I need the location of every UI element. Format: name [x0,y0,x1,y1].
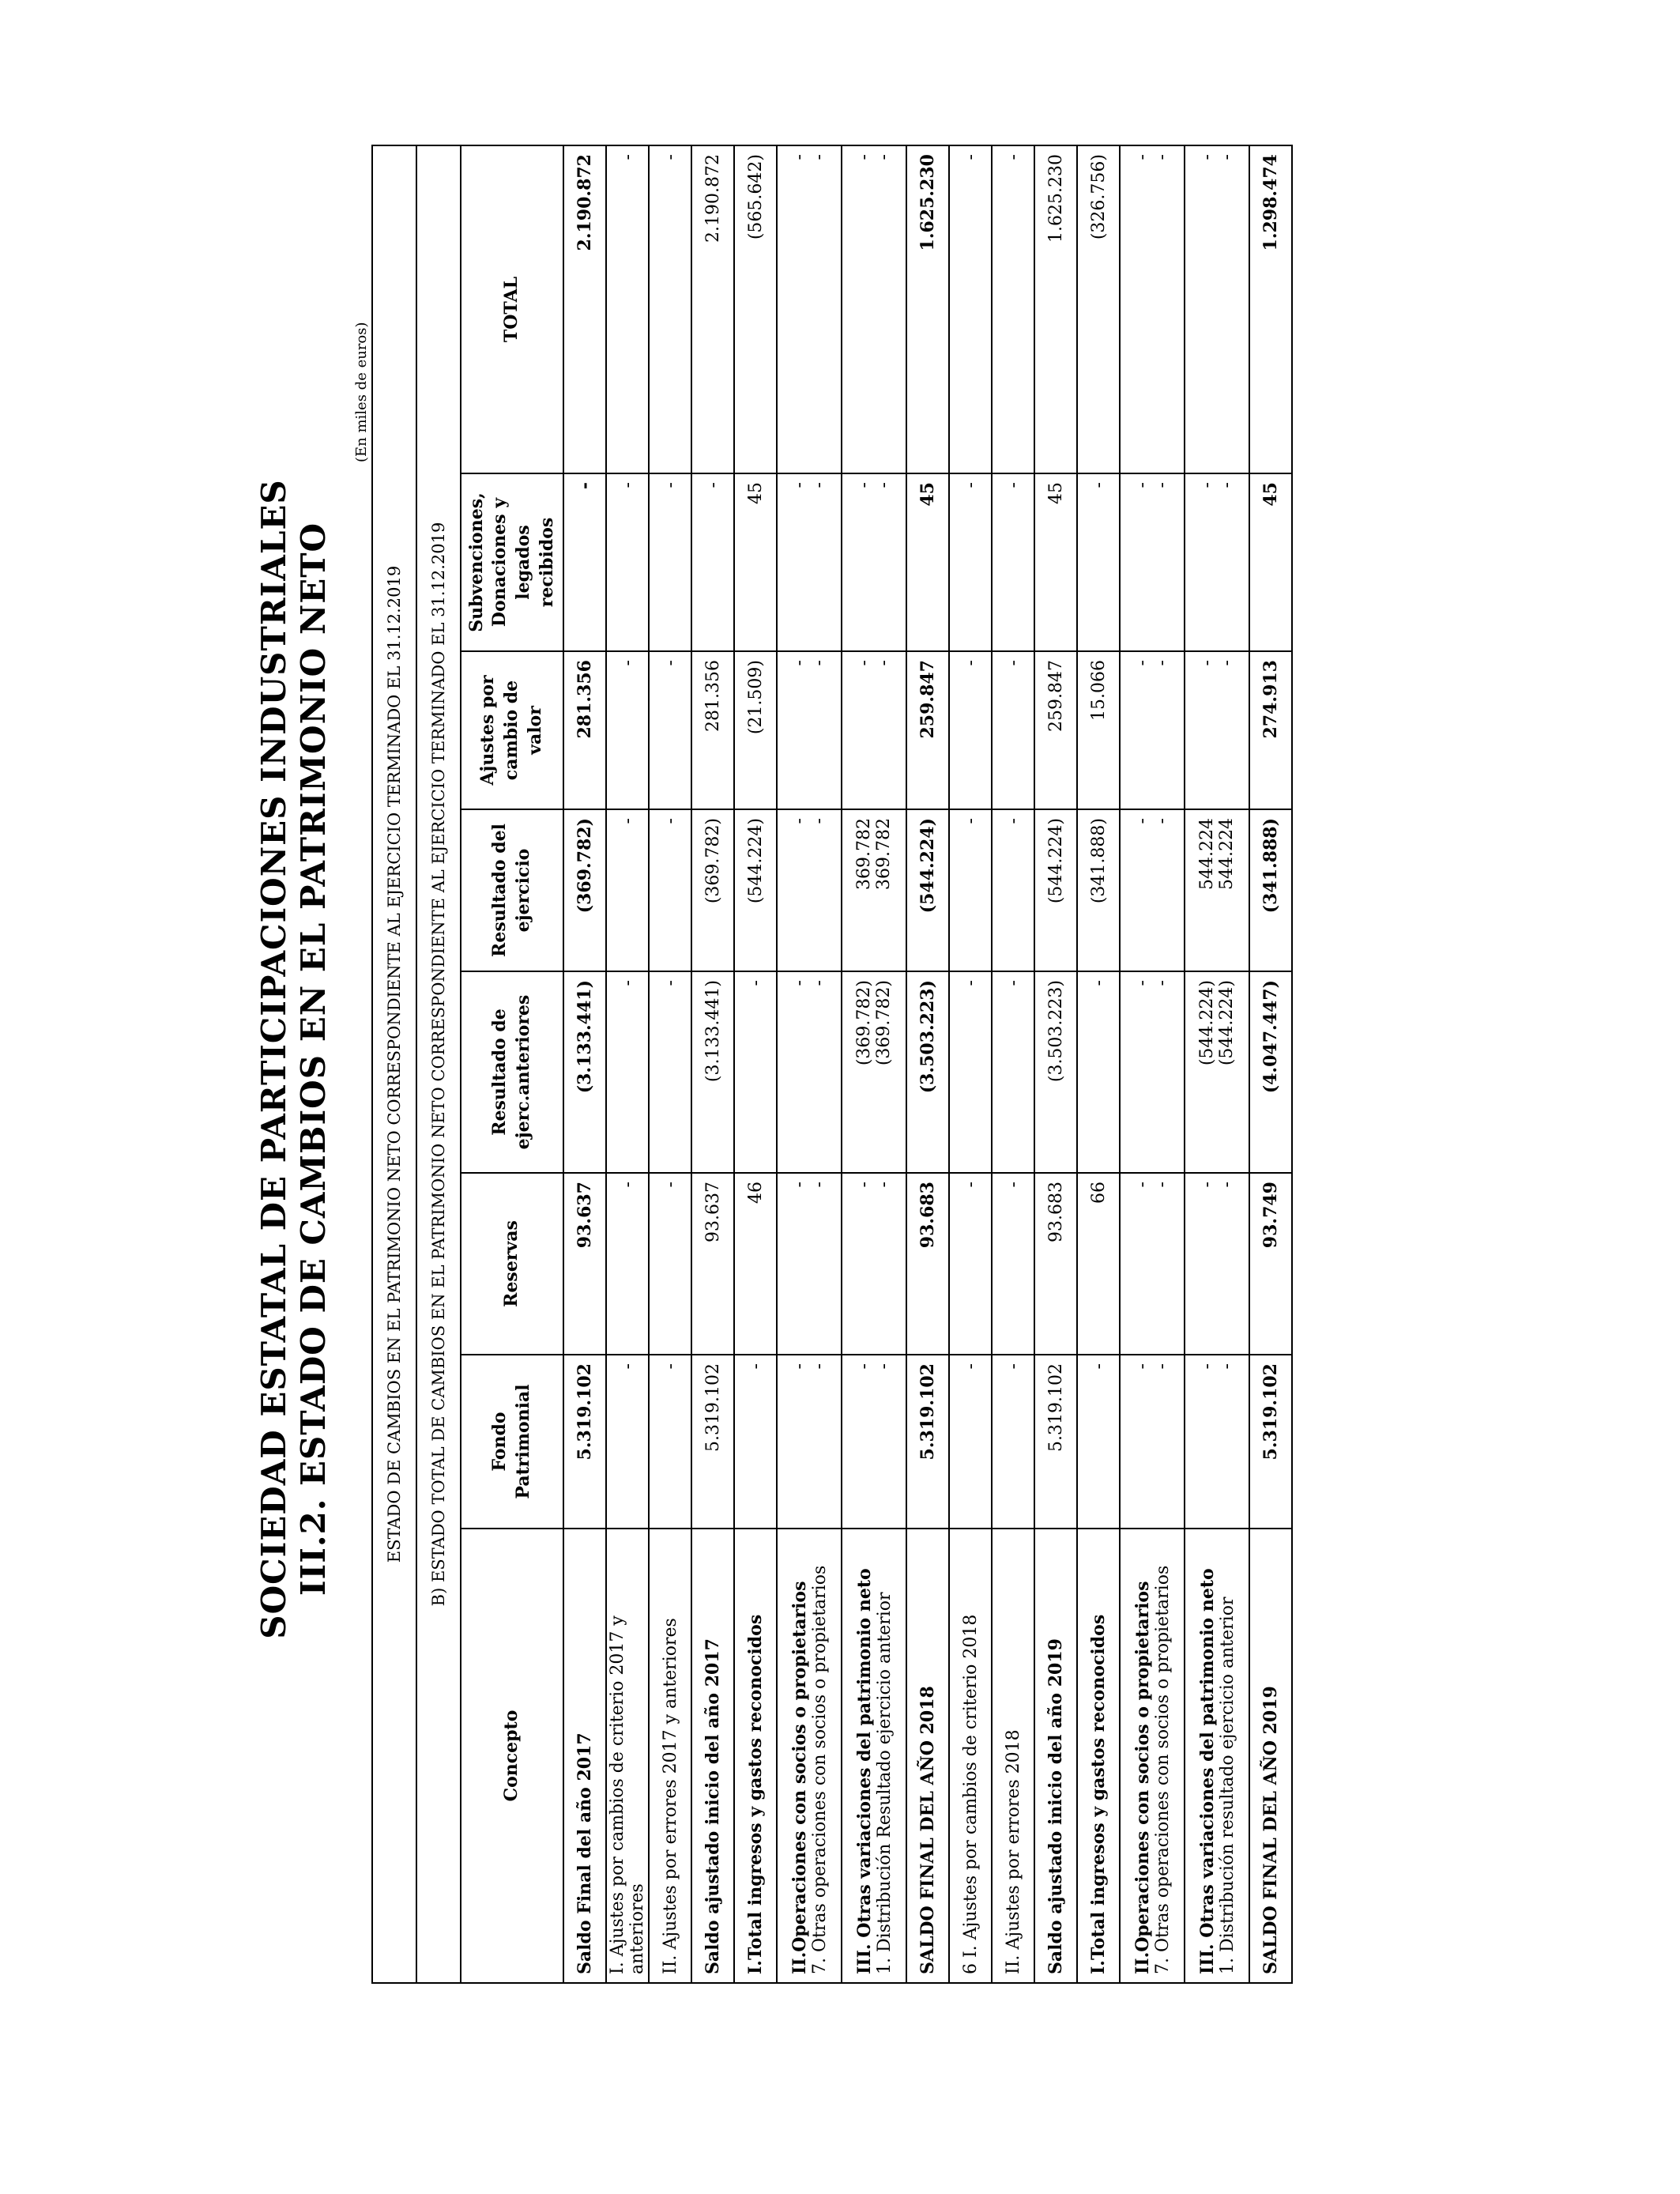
cell-res-ej: (341.888) [1077,809,1120,971]
cell-ajustes: 259.847 [906,651,949,809]
cell-res-ant-sub: - [809,980,829,986]
row-label: II.Operaciones con socios o propietarios [1132,1581,1153,1974]
table-subtitle-1: ESTADO DE CAMBIOS EN EL PATRIMONIO NETO CORRESPONDIENTE AL EJERCICIO TERMINADO EL 31.12.2019 [372,145,416,1983]
row-label: Saldo Final del año 2017 [563,1529,606,1983]
row-label: Saldo ajustado inicio del año 2019 [1034,1529,1077,1983]
cell-total: - [1197,154,1217,160]
cell-fondo: 5.319.102 [1249,1355,1292,1529]
cell-res-ant: (3.503.223) [1034,971,1077,1173]
row-label: II.Operaciones con socios o propietarios [789,1581,810,1974]
cell-res-ej: - [1132,818,1152,824]
cell-subv: - [949,473,992,651]
cell-res-ej: - [789,818,809,824]
cell-reservas: - [1197,1182,1217,1188]
table-row [1249,145,1292,1983]
cell-reservas: 93.637 [563,1173,606,1355]
cell-res-ant: - [649,971,691,1173]
cell-fondo: - [1077,1355,1120,1529]
cell-res-ant: (4.047.447) [1249,971,1292,1173]
cell-fondo: 5.319.102 [1034,1355,1077,1529]
cell-subv: 45 [1034,473,1077,651]
cell-res-ej-sub: 544.224 [1217,818,1237,890]
cell-res-ant-sub: - [1152,980,1172,986]
cell-res-ej: 544.224 [1197,818,1217,890]
table-row [1077,145,1120,1983]
cell-res-ant: - [949,971,992,1173]
cell-res-ej: (544.224) [734,809,777,971]
cell-subv: 45 [734,473,777,651]
cell-fondo: 5.319.102 [906,1355,949,1529]
cell-subv: - [563,473,606,651]
cell-res-ant: (3.133.441) [691,971,734,1173]
cell-fondo: - [1197,1363,1217,1370]
cell-reservas: 66 [1077,1173,1120,1355]
cell-reservas: - [854,1182,874,1188]
cell-res-ej: (341.888) [1249,809,1292,971]
cell-fondo-sub: - [1217,1363,1237,1370]
table-row [606,145,649,1983]
cell-ajustes: 259.847 [1034,651,1077,809]
cell-total: - [1132,154,1152,160]
cell-res-ant: - [734,971,777,1173]
cell-total: 1.625.230 [906,145,949,473]
cell-fondo: - [734,1355,777,1529]
row-sublabel: 7. Otras operaciones con socios o propietarios [809,1565,830,1974]
col-subvenciones: Subvenciones, Donaciones y legados recibidos [461,473,563,651]
col-fondo: Fondo Patrimonial [461,1355,563,1529]
cell-res-ant: (3.503.223) [906,971,949,1173]
units-note: (En miles de euros) [353,322,370,462]
row-sublabel: 1. Distribución resultado ejercicio anterior [1217,1596,1237,1974]
cell-subv: - [854,482,874,488]
cell-total: (565.642) [734,145,777,473]
cell-subv-sub: - [809,482,829,488]
cell-res-ant-sub: (544.224) [1217,980,1237,1066]
cell-res-ej: - [649,809,691,971]
row-label: SALDO FINAL DEL AÑO 2019 [1249,1529,1292,1983]
cell-ajustes: - [789,660,809,666]
cell-ajustes: 281.356 [691,651,734,809]
cell-total: - [949,145,992,473]
cell-fondo: - [789,1363,809,1370]
column-header-row [461,145,563,1983]
cell-reservas: - [992,1173,1034,1355]
cell-res-ej-sub: 369.782 [874,818,894,890]
cell-total-sub: - [1217,154,1237,160]
rotated-page [245,134,1414,1984]
cell-total: 2.190.872 [563,145,606,473]
cell-reservas: - [606,1173,649,1355]
cell-fondo: - [854,1363,874,1370]
cell-ajustes: - [854,660,874,666]
cell-res-ej: (544.224) [1034,809,1077,971]
cell-fondo: - [992,1355,1034,1529]
cell-ajustes: (21.509) [734,651,777,809]
table-row [649,145,691,1983]
cell-fondo: - [606,1355,649,1529]
cell-res-ej: (369.782) [563,809,606,971]
row-label: SALDO FINAL DEL AÑO 2018 [906,1529,949,1983]
cell-reservas: - [649,1173,691,1355]
col-resultado-ejercicio: Resultado del ejercicio [461,809,563,971]
cell-subv: - [1132,482,1152,488]
cell-subv-sub: - [1152,482,1172,488]
company-title: SOCIEDAD ESTATAL DE PARTICIPACIONES INDUSTRIALES [254,479,293,1639]
cell-ajustes-sub: - [809,660,829,666]
table-row [734,145,777,1983]
cell-fondo: - [649,1355,691,1529]
cell-total-sub: - [1152,154,1172,160]
cell-subv: - [1197,482,1217,488]
col-ajustes: Ajustes por cambio de valor [461,651,563,809]
row-sublabel: 1. Distribución Resultado ejercicio anterior [874,1592,895,1974]
cell-ajustes: 274.913 [1249,651,1292,809]
cell-reservas: - [1132,1182,1152,1188]
cell-ajustes-sub: - [1152,660,1172,666]
cell-total-sub: - [809,154,829,160]
cell-total: - [992,145,1034,473]
cell-reservas-sub: - [809,1182,829,1188]
cell-total: 2.190.872 [691,145,734,473]
cell-fondo: - [1132,1363,1152,1370]
cell-ajustes: - [1132,660,1152,666]
table-row [906,145,949,1983]
statement-title: III.2. ESTADO DE CAMBIOS EN EL PATRIMONIO NETO [294,522,333,1596]
cell-subv: - [992,473,1034,651]
cell-reservas: 93.637 [691,1173,734,1355]
table-subtitle-2: B) ESTADO TOTAL DE CAMBIOS EN EL PATRIMONIO NETO CORRESPONDIENTE AL EJERCICIO TERMINADO EL 31.12.2019 [416,145,461,1983]
cell-ajustes-sub: - [1217,660,1237,666]
cell-reservas-sub: - [874,1182,894,1188]
cell-fondo-sub: - [874,1363,894,1370]
cell-ajustes: - [606,651,649,809]
cell-ajustes: - [1197,660,1217,666]
cell-res-ant: - [992,971,1034,1173]
cell-reservas: - [949,1173,992,1355]
row-label: II. Ajustes por errores 2017 y anteriores [649,1529,691,1983]
row-label: 6 I. Ajustes por cambios de criterio 2018 [949,1529,992,1983]
cell-res-ant: (544.224) [1197,980,1217,1066]
cell-total: - [854,154,874,160]
cell-subv: - [606,473,649,651]
table-row [1185,145,1249,1983]
col-reservas: Reservas [461,1173,563,1355]
cell-res-ej: - [606,809,649,971]
cell-res-ej: (544.224) [906,809,949,971]
cell-total: 1.625.230 [1034,145,1077,473]
row-label: III. Otras variaciones del patrimonio neto [853,1568,875,1974]
cell-reservas: - [789,1182,809,1188]
cell-ajustes: 281.356 [563,651,606,809]
cell-total: 1.298.474 [1249,145,1292,473]
cell-res-ej: - [949,809,992,971]
cell-subv-sub: - [874,482,894,488]
col-total: TOTAL [461,145,563,473]
cell-ajustes-sub: - [874,660,894,666]
row-label: II. Ajustes por errores 2018 [992,1529,1034,1983]
table-row [777,145,842,1983]
table-row [1120,145,1185,1983]
cell-fondo: 5.319.102 [563,1355,606,1529]
cell-res-ant: (369.782) [854,980,874,1066]
cell-reservas-sub: - [1217,1182,1237,1188]
cell-res-ant-sub: (369.782) [874,980,894,1066]
cell-res-ej-sub: - [1152,818,1172,824]
cell-reservas: 93.749 [1249,1173,1292,1355]
table-row [949,145,992,1983]
cell-res-ant: (3.133.441) [563,971,606,1173]
cell-res-ant: - [1077,971,1120,1173]
row-label: I.Total ingresos y gastos reconocidos [734,1529,777,1983]
cell-reservas-sub: - [1152,1182,1172,1188]
cell-ajustes: - [649,651,691,809]
cell-total: - [606,145,649,473]
cell-res-ej: (369.782) [691,809,734,971]
cell-ajustes: 15.066 [1077,651,1120,809]
cell-total: - [789,154,809,160]
cell-reservas: 93.683 [906,1173,949,1355]
cell-total: (326.756) [1077,145,1120,473]
cell-fondo-sub: - [809,1363,829,1370]
cell-ajustes: - [992,651,1034,809]
table-row [691,145,734,1983]
cell-res-ant: - [1132,980,1152,986]
row-label: I.Total ingresos y gastos reconocidos [1077,1529,1120,1983]
table-row [1034,145,1077,1983]
col-resultado-anteriores: Resultado de ejerc.anteriores [461,971,563,1173]
cell-res-ej: 369.782 [854,818,874,890]
cell-res-ej-sub: - [809,818,829,824]
cell-reservas: 46 [734,1173,777,1355]
col-concepto: Concepto [461,1529,563,1983]
cell-res-ej: - [992,809,1034,971]
cell-subv-sub: - [1217,482,1237,488]
cell-total: - [649,145,691,473]
row-label: I. Ajustes por cambios de criterio 2017 y anteriores [606,1529,649,1983]
cell-reservas: 93.683 [1034,1173,1077,1355]
cell-fondo-sub: - [1152,1363,1172,1370]
cell-fondo: - [949,1355,992,1529]
row-sublabel: 7. Otras operaciones con socios o propietarios [1152,1565,1173,1974]
cell-subv: - [649,473,691,651]
cell-subv: 45 [1249,473,1292,651]
row-label: Saldo ajustado inicio del año 2017 [691,1529,734,1983]
table-row [563,145,606,1983]
table-row [842,145,906,1983]
equity-changes-table [371,145,1293,1984]
cell-subv: - [789,482,809,488]
cell-subv: - [691,473,734,651]
row-label: III. Otras variaciones del patrimonio neto [1196,1568,1218,1974]
cell-res-ant: - [789,980,809,986]
cell-total-sub: - [874,154,894,160]
cell-fondo: 5.319.102 [691,1355,734,1529]
table-row [992,145,1034,1983]
cell-subv: 45 [906,473,949,651]
cell-res-ant: - [606,971,649,1173]
cell-subv: - [1077,473,1120,651]
cell-ajustes: - [949,651,992,809]
